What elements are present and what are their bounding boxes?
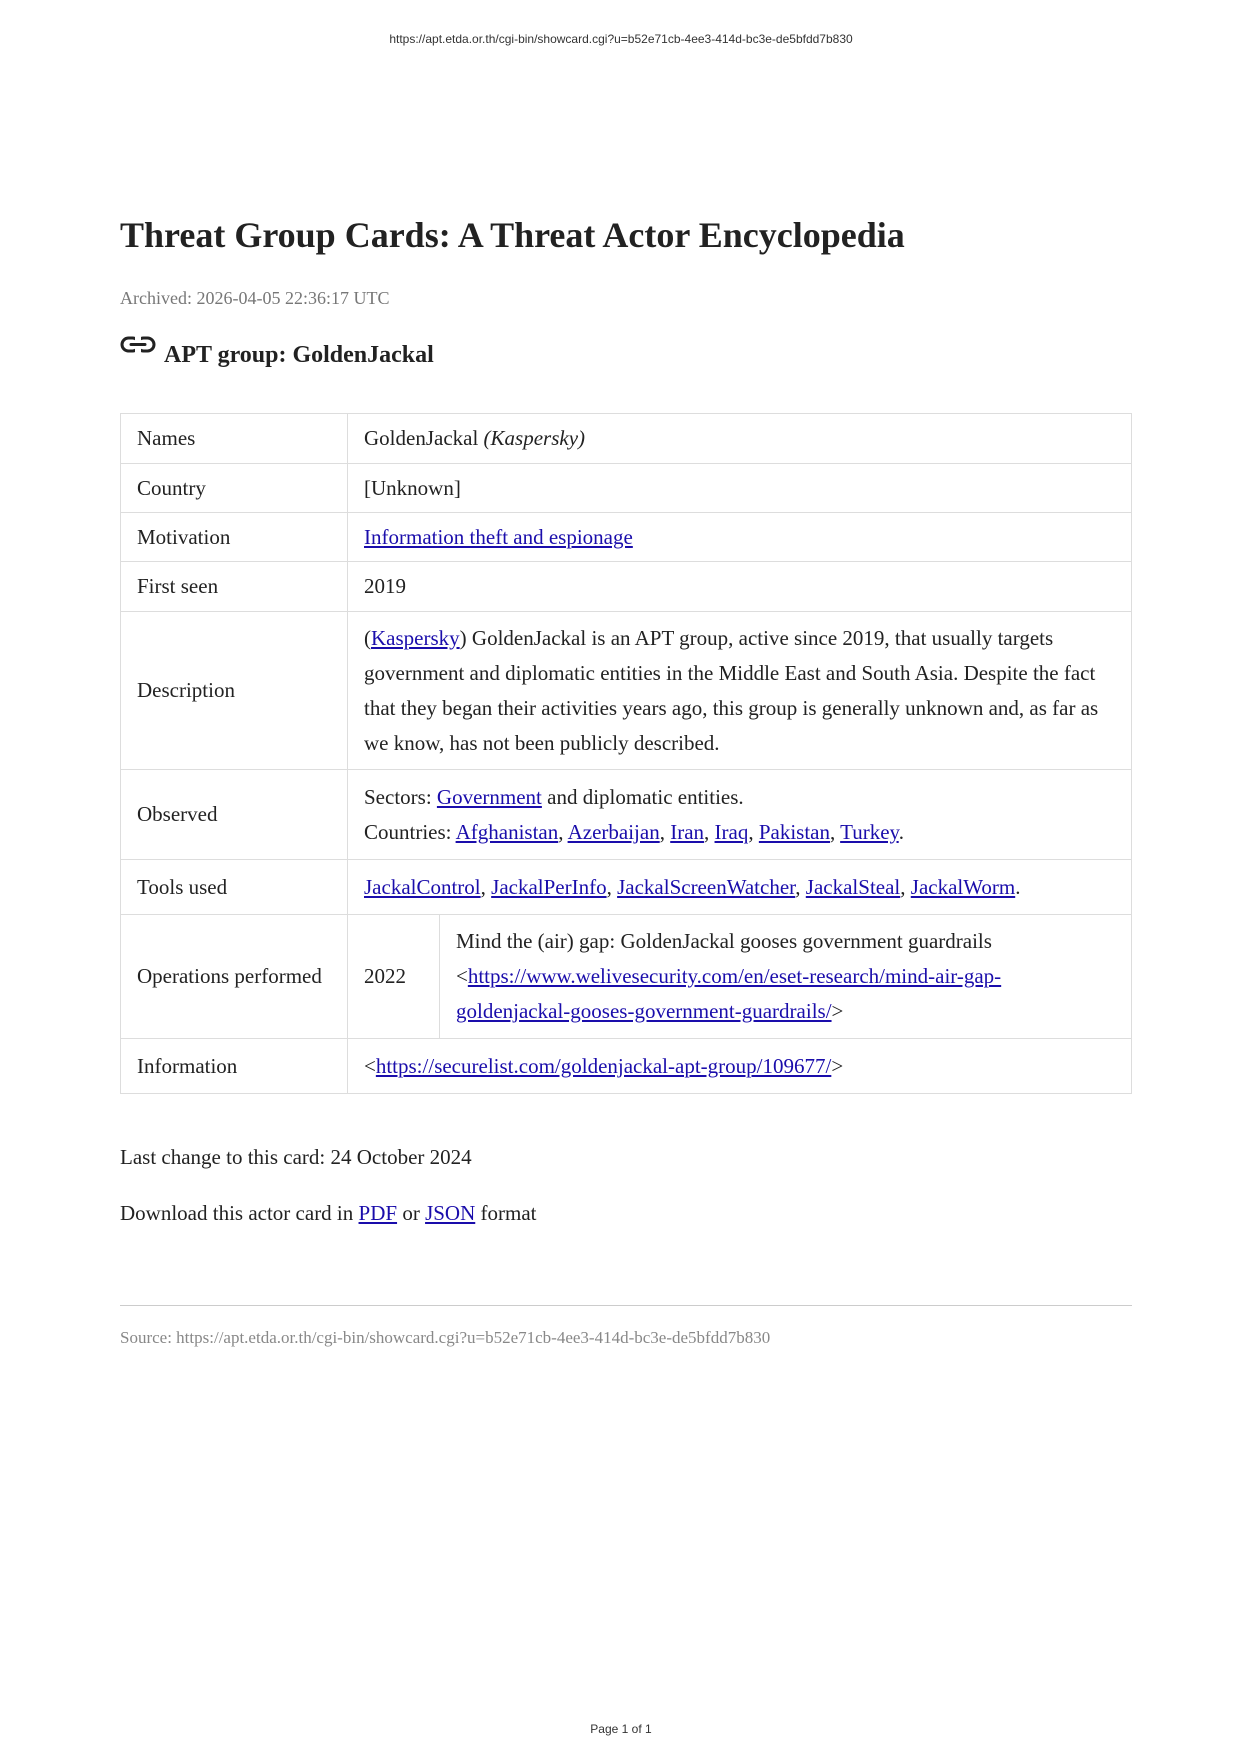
tool-link[interactable]: JackalControl <box>364 874 481 899</box>
link-icon[interactable] <box>120 333 156 357</box>
country-link[interactable]: Afghanistan <box>455 819 559 844</box>
archived-timestamp: Archived: 2026-04-05 22:36:17 UTC <box>120 288 390 308</box>
description-label: Description <box>121 612 348 770</box>
row-first-seen <box>121 562 1132 612</box>
tool-link[interactable]: JackalPerInfo <box>491 874 607 899</box>
operation-lt: < <box>456 964 468 988</box>
download-line <box>120 1201 536 1226</box>
row-description <box>121 612 1132 770</box>
row-operations <box>121 915 1132 1039</box>
observed-countries: Countries: Afghanistan, Azerbaijan, Iran, Iraq, Pakistan, Turkey. <box>364 819 904 844</box>
tools-label: Tools used <box>121 860 348 915</box>
information-link[interactable]: https://securelist.com/goldenjackal-apt-group/109677/ <box>375 1053 832 1078</box>
last-change: Last change to this card: 24 October 2024 <box>120 1145 472 1169</box>
tool-link[interactable]: JackalSteal <box>805 874 901 899</box>
operation-gt: > <box>831 999 844 1023</box>
actor-card-table <box>120 413 1132 1094</box>
operations-label: Operations performed <box>121 915 348 1039</box>
information-label: Information <box>121 1039 348 1094</box>
motivation-value <box>348 513 1132 562</box>
country-link[interactable]: Iran <box>670 819 705 844</box>
names-value <box>348 414 1132 464</box>
operation-link[interactable]: https://www.welivesecurity.com/en/eset-research/mind-air-gap-goldenjackal-gooses-government-guardrails/ <box>456 964 1002 1023</box>
row-observed <box>121 770 1132 860</box>
names-source: (Kaspersky) <box>483 426 586 450</box>
observed-value <box>348 770 1132 860</box>
first-seen-value: 2019 <box>348 562 1132 612</box>
page-number: Page 1 of 1 <box>590 1722 652 1736</box>
group-heading <box>120 342 434 369</box>
row-information <box>121 1039 1132 1094</box>
source-url: Source: https://apt.etda.or.th/cgi-bin/showcard.cgi?u=b52e71cb-4ee3-414d-bc3e-de5bfdd7b830 <box>120 1328 771 1347</box>
country-link[interactable]: Azerbaijan <box>567 819 660 844</box>
country-label: Country <box>121 464 348 513</box>
description-source-link[interactable]: Kaspersky <box>371 625 460 650</box>
first-seen-label: First seen <box>121 562 348 612</box>
download-prefix: Download this actor card in <box>120 1201 359 1225</box>
row-names <box>121 414 1132 464</box>
operation-year: 2022 <box>348 915 440 1039</box>
names-label: Names <box>121 414 348 464</box>
description-open-paren: ( <box>364 625 371 650</box>
row-motivation <box>121 513 1132 562</box>
description-value <box>348 612 1132 770</box>
json-link[interactable]: JSON <box>425 1201 476 1225</box>
page-title: Threat Group Cards: A Threat Actor Encyclopedia <box>120 215 905 255</box>
description-text: ) GoldenJackal is an APT group, active since 2019, that usually targets government and diplomatic entities in the Middle East and South Asia. Despite the fact that they began their activities years ago, this group is generally unknown and, as far as we know, has not been publicly described. <box>364 625 1099 755</box>
divider <box>120 1305 1132 1306</box>
country-link[interactable]: Iraq <box>714 819 749 844</box>
pdf-link[interactable]: PDF <box>358 1201 398 1225</box>
motivation-link[interactable]: Information theft and espionage <box>364 524 633 549</box>
group-heading-text: APT group: GoldenJackal <box>164 342 434 368</box>
download-or: or <box>397 1201 426 1225</box>
names-text: GoldenJackal <box>364 426 479 450</box>
operation-detail <box>440 915 1132 1039</box>
information-lt: < <box>364 1053 376 1078</box>
country-link[interactable]: Pakistan <box>758 819 831 844</box>
tools-value: JackalControl, JackalPerInfo, JackalScreenWatcher, JackalSteal, JackalWorm. <box>348 860 1132 915</box>
sectors-prefix: Sectors: <box>364 784 437 809</box>
operation-text: Mind the (air) gap: GoldenJackal gooses government guardrails <box>456 929 992 953</box>
motivation-label: Motivation <box>121 513 348 562</box>
row-country <box>121 464 1132 513</box>
tool-link[interactable]: JackalScreenWatcher <box>617 874 796 899</box>
print-header-url: https://apt.etda.or.th/cgi-bin/showcard.cgi?u=b52e71cb-4ee3-414d-bc3e-de5bfdd7b830 <box>389 32 853 46</box>
sector-link-government[interactable]: Government <box>436 784 542 809</box>
row-tools <box>121 860 1132 915</box>
tool-link[interactable]: JackalWorm <box>910 874 1016 899</box>
download-format: format <box>475 1201 537 1225</box>
observed-sectors <box>364 780 1115 815</box>
country-link[interactable]: Turkey <box>840 819 899 844</box>
country-value: [Unknown] <box>348 464 1132 513</box>
information-value <box>348 1039 1132 1094</box>
countries-prefix: Countries: <box>364 819 456 844</box>
information-gt: > <box>831 1053 844 1078</box>
sectors-suffix: and diplomatic entities. <box>541 784 744 809</box>
observed-label: Observed <box>121 770 348 860</box>
